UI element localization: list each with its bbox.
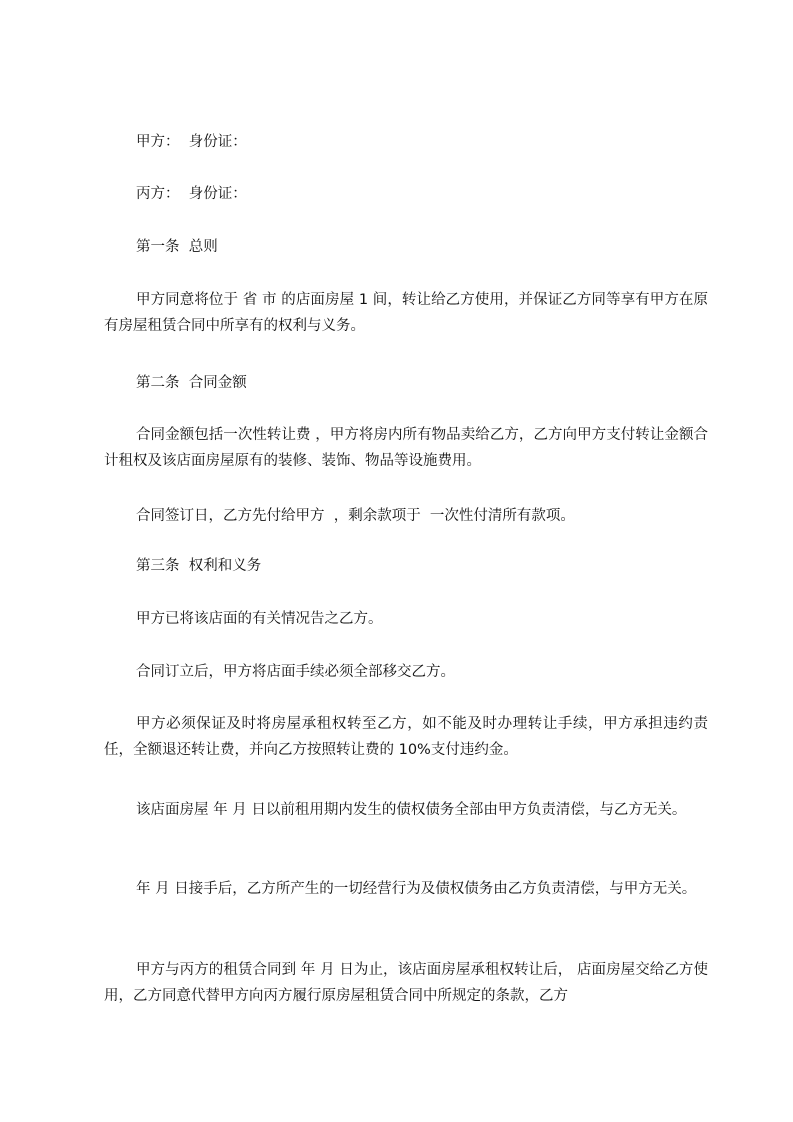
article-3-item-1: 甲方已将该店面的有关情况告之乙方。 (136, 611, 383, 627)
article-3-item-2: 合同订立后，甲方将店面手续必须全部移交乙方。 (136, 664, 455, 680)
article-3-item-6: 甲方与丙方的租赁合同到 年 月 日为止，该店面房屋承租权转让后， 店面房屋交给乙方使用，乙方同意代替甲方向丙方履行原房屋租赁合同中所规定的条款，乙方 (104, 962, 708, 1004)
article-2-payment-line: 合同签订日，乙方先付给甲方 ，剩余款项于 一次性付清所有款项。 (136, 508, 575, 524)
article-2-paragraph: 合同金额包括一次性转让费 ，甲方将房内所有物品卖给乙方，乙方向甲方支付转让金额合计租权及该店面房屋原有的装修、装饰、物品等设施费用。 (104, 427, 708, 469)
article-2-heading: 第二条 合同金额 (136, 375, 247, 391)
party-a-line: 甲方： 身份证： (136, 134, 247, 150)
article-1-paragraph: 甲方同意将位于 省 市 的店面房屋 1 间，转让给乙方使用，并保证乙方同等享有甲方在原有房屋租赁合同中所享有的权利与义务。 (104, 292, 708, 334)
article-1-heading: 第一条 总则 (136, 239, 218, 255)
article-3-item-5: 年 月 日接手后，乙方所产生的一切经营行为及债权债务由乙方负责清偿，与甲方无关。 (136, 881, 697, 897)
party-c-line: 丙方： 身份证： (136, 186, 247, 202)
article-3-item-3: 甲方必须保证及时将房屋承租权转至乙方，如不能及时办理转让手续，甲方承担违约责任，全额退还转让费，并向乙方按照转让费的 10%支付违约金。 (104, 716, 708, 758)
article-3-heading: 第三条 权利和义务 (136, 558, 262, 574)
article-3-item-4: 该店面房屋 年 月 日以前租用期内发生的债权债务全部由甲方负责清偿，与乙方无关。 (136, 802, 687, 818)
